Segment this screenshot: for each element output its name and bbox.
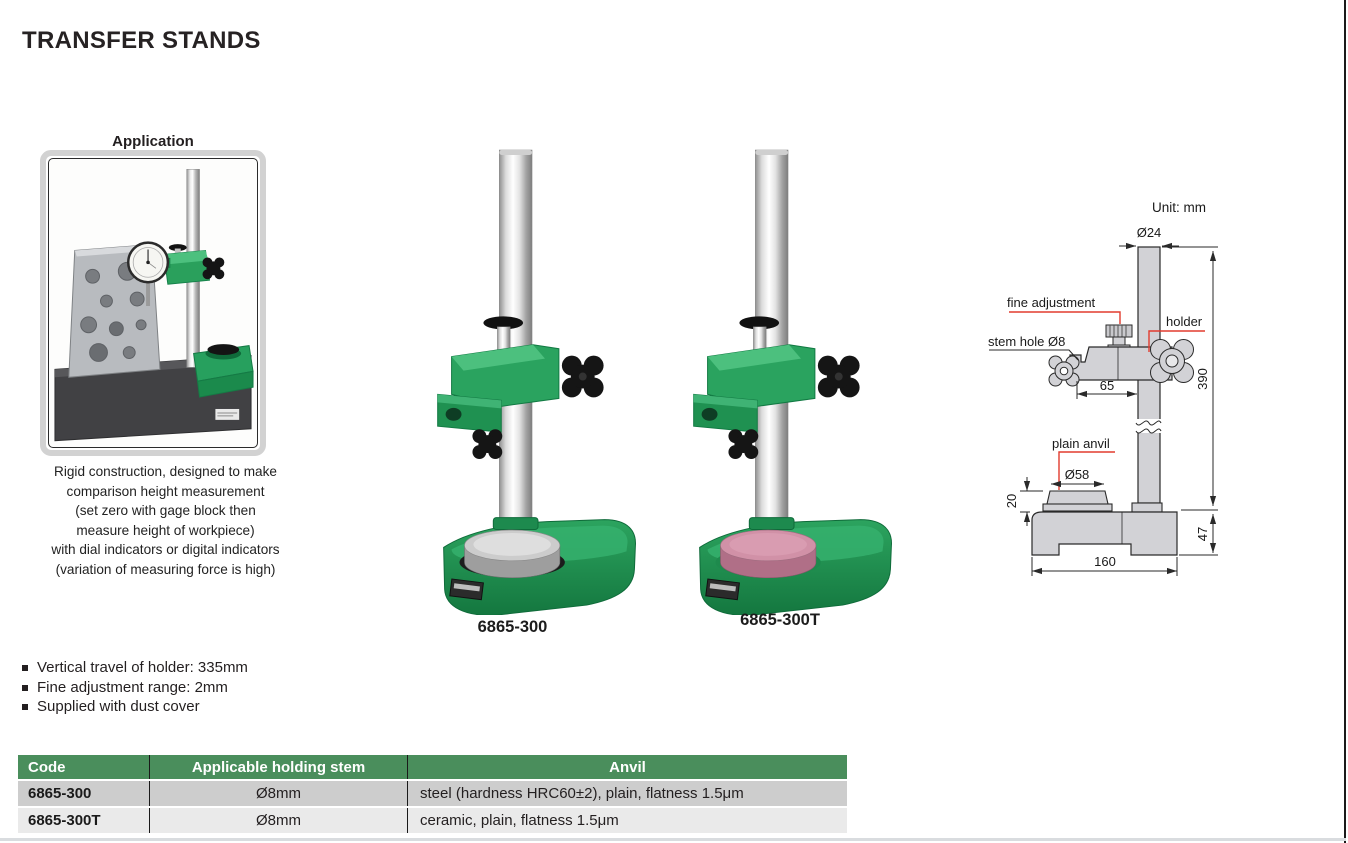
product-label-6865-300: 6865-300 <box>477 618 548 636</box>
drawing-base <box>1032 512 1177 555</box>
dim-anvil-height: 20 <box>1004 493 1019 509</box>
feature-text: Fine adjustment range: 2mm <box>37 678 228 696</box>
dim-column-height: 390 <box>1195 368 1210 390</box>
cell-code: 6865-300 <box>18 780 150 807</box>
dim-base-length: 160 <box>1094 554 1116 569</box>
application-caption: Application <box>112 133 194 150</box>
feature-list <box>22 658 248 717</box>
description-line: Rigid construction, designed to make <box>54 464 277 479</box>
col-header-anvil: Anvil <box>408 755 848 780</box>
bullet-square-icon <box>22 665 28 671</box>
spec-table <box>18 755 847 833</box>
leader-fine-adjustment <box>1009 312 1120 324</box>
dim-anvil-diameter: Ø58 <box>1064 467 1090 482</box>
base-label-plate <box>450 579 484 600</box>
product-image-6865-300 <box>437 148 647 615</box>
product-image-6865-300T <box>693 148 903 615</box>
feature-item <box>22 697 248 717</box>
dim-holder-reach: 65 <box>1099 378 1115 393</box>
anvil-steel <box>460 530 565 578</box>
product-label-6865-300T: 6865-300T <box>740 611 820 629</box>
description-line: comparison height measurement <box>66 483 265 499</box>
application-photo-frame <box>40 150 266 456</box>
leader-stem-hole <box>989 350 1078 360</box>
description-line: measure height of workpiece) <box>76 522 255 538</box>
dim-column-diameter: Ø24 <box>1136 225 1162 240</box>
label-fine-adjustment: fine adjustment <box>1007 295 1096 310</box>
feature-item <box>22 658 248 678</box>
technical-drawing <box>985 195 1335 595</box>
col-header-stem: Applicable holding stem <box>150 755 408 780</box>
clamp-knob-lower <box>472 429 502 459</box>
clamp-knob-right <box>562 356 604 398</box>
label-stem-hole: stem hole Ø8 <box>988 334 1066 349</box>
bullet-square-icon <box>22 704 28 710</box>
table-row <box>18 780 847 807</box>
base-label-plate <box>706 579 740 600</box>
description-line: (variation of measuring force is high) <box>55 561 276 577</box>
cell-anvil: steel (hardness HRC60±2), plain, flatness 1.5μm <box>408 780 848 807</box>
bullet-square-icon <box>22 685 28 691</box>
col-header-code: Code <box>18 755 150 780</box>
application-photo-illustration <box>49 159 257 447</box>
application-description <box>8 462 323 580</box>
cell-stem: Ø8mm <box>150 807 408 833</box>
unit-label: Unit: mm <box>1152 200 1206 215</box>
clamp-knob-right <box>818 356 860 398</box>
cell-anvil: ceramic, plain, flatness 1.5μm <box>408 807 848 833</box>
page-title: TRANSFER STANDS <box>22 27 261 54</box>
drawing-anvil <box>1043 491 1112 511</box>
dim-base-height: 47 <box>1195 526 1210 542</box>
cell-stem: Ø8mm <box>150 780 408 807</box>
drawing-holder <box>1049 325 1194 386</box>
feature-text: Supplied with dust cover <box>37 698 200 715</box>
anvil-ceramic <box>716 530 821 578</box>
description-line: (set zero with gage block then <box>75 503 256 519</box>
cell-code: 6865-300T <box>18 807 150 833</box>
feature-text: Vertical travel of holder: 335mm <box>37 659 248 676</box>
page-right-border <box>1344 0 1346 843</box>
feature-item <box>22 678 248 698</box>
label-holder: holder <box>1166 314 1203 329</box>
page-bottom-rule <box>0 838 1346 841</box>
description-line: with dial indicators or digital indicators <box>51 542 280 558</box>
application-photo <box>48 158 258 448</box>
table-row <box>18 807 847 833</box>
spec-table-header-row <box>18 755 847 780</box>
label-plain-anvil: plain anvil <box>1052 436 1110 451</box>
clamp-knob-lower <box>728 429 758 459</box>
